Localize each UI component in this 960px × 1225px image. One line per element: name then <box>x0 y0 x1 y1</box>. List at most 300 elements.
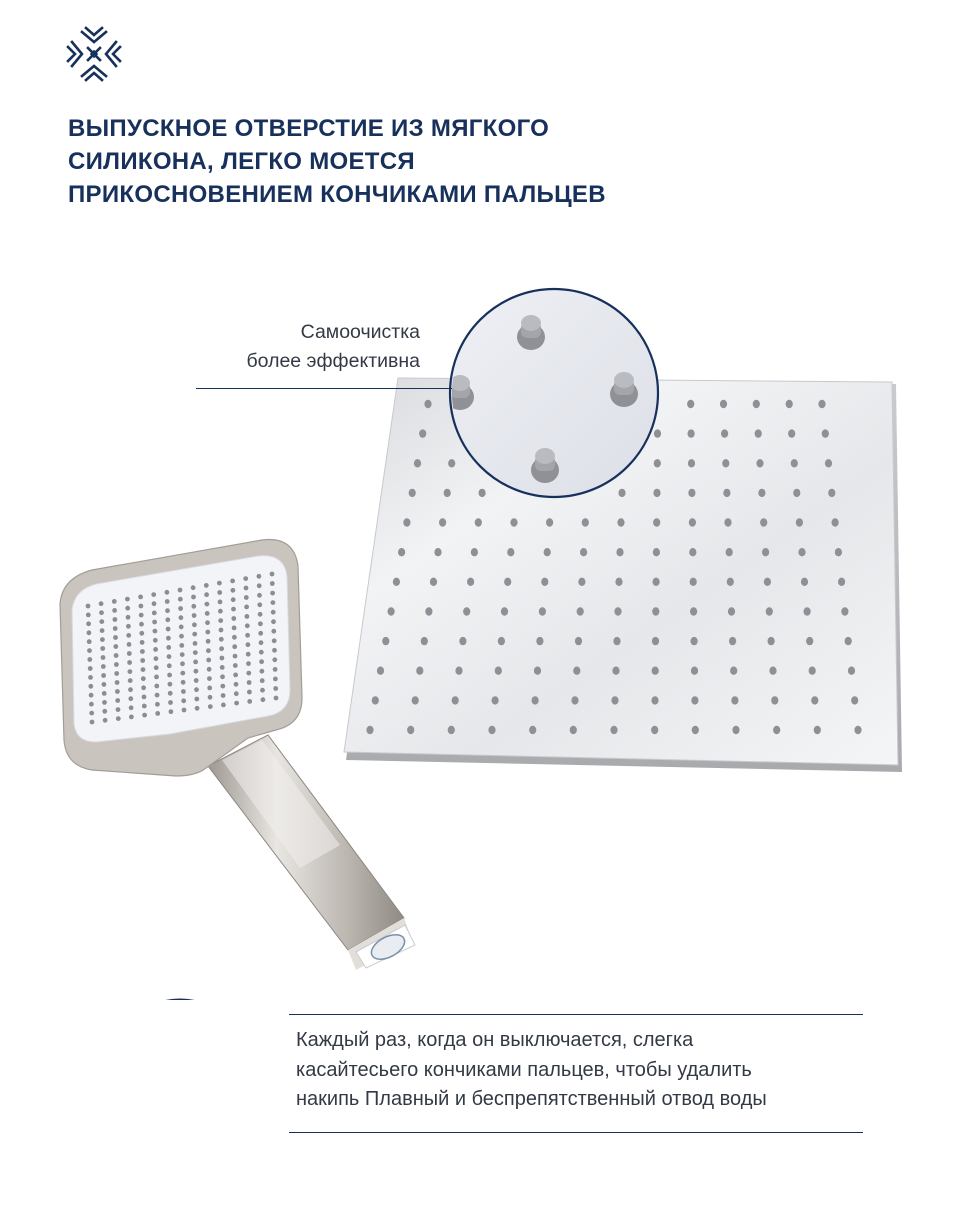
hand-nozzle <box>153 629 158 634</box>
plate-nozzle <box>652 637 659 645</box>
hand-nozzle <box>179 615 184 620</box>
plate-nozzle <box>756 459 763 467</box>
hand-nozzle <box>192 622 197 627</box>
hand-nozzle <box>273 686 278 691</box>
plate-nozzle <box>652 667 659 675</box>
hand-nozzle <box>139 613 144 618</box>
hand-nozzle <box>154 684 159 689</box>
hand-nozzle <box>220 684 225 689</box>
callout-line-1: Самоочистка <box>300 321 420 343</box>
plate-nozzle <box>393 578 400 586</box>
hand-nozzle <box>102 682 107 687</box>
hand-nozzle <box>114 671 119 676</box>
plate-nozzle <box>425 607 432 615</box>
hand-nozzle <box>168 700 173 705</box>
hand-nozzle <box>195 706 200 711</box>
plate-nozzle <box>851 696 858 704</box>
plate-nozzle <box>798 548 805 556</box>
hand-nozzle <box>232 626 237 631</box>
hand-nozzle <box>165 608 170 613</box>
plate-nozzle <box>771 696 778 704</box>
plate-nozzle <box>366 726 373 734</box>
plate-nozzle <box>455 667 462 675</box>
hand-nozzle <box>88 666 93 671</box>
plate-nozzle <box>690 607 697 615</box>
plate-nozzle <box>577 607 584 615</box>
plate-nozzle <box>766 607 773 615</box>
plate-nozzle <box>544 548 551 556</box>
plate-nozzle <box>452 696 459 704</box>
hand-nozzle <box>244 595 249 600</box>
hand-nozzle <box>152 620 157 625</box>
hand-nozzle <box>127 660 132 665</box>
plate-nozzle <box>539 607 546 615</box>
plate-nozzle <box>615 578 622 586</box>
plate-nozzle <box>618 489 625 497</box>
hand-nozzle <box>181 680 186 685</box>
hand-nozzle <box>259 640 264 645</box>
hand-nozzle <box>233 673 238 678</box>
plate-nozzle <box>434 548 441 556</box>
plate-nozzle <box>791 459 798 467</box>
hand-nozzle <box>112 608 117 613</box>
hand-nozzle <box>139 622 144 627</box>
hand-nozzle <box>126 615 131 620</box>
hand-nozzle <box>192 613 197 618</box>
plate-nozzle <box>617 518 624 526</box>
hand-nozzle <box>140 658 145 663</box>
plate-nozzle <box>610 726 617 734</box>
hand-nozzle <box>243 576 248 581</box>
plate-nozzle <box>495 667 502 675</box>
plate-nozzle <box>728 607 735 615</box>
hand-nozzle <box>181 698 186 703</box>
hand-nozzle <box>165 590 170 595</box>
plate-nozzle <box>570 726 577 734</box>
hand-nozzle <box>193 660 198 665</box>
hand-nozzle <box>178 597 183 602</box>
hand-nozzle <box>89 693 94 698</box>
plate-nozzle <box>832 518 839 526</box>
hand-nozzle <box>126 624 131 629</box>
hand-nozzle <box>102 691 107 696</box>
hand-nozzle <box>260 678 265 683</box>
hand-nozzle <box>271 610 276 615</box>
hand-nozzle <box>194 687 199 692</box>
plate-nozzle <box>760 518 767 526</box>
hand-nozzle <box>204 583 209 588</box>
plate-nozzle <box>835 548 842 556</box>
plate-nozzle <box>471 548 478 556</box>
plate-nozzle <box>467 578 474 586</box>
hand-nozzle <box>179 625 184 630</box>
plate-nozzle <box>804 607 811 615</box>
plate-nozzle <box>424 400 431 408</box>
hand-nozzle <box>246 671 251 676</box>
plate-nozzle <box>504 578 511 586</box>
plate-nozzle <box>651 726 658 734</box>
hand-nozzle <box>154 656 159 661</box>
plate-nozzle <box>732 726 739 734</box>
hand-nozzle <box>208 704 213 709</box>
hand-nozzle <box>231 616 236 621</box>
callout-line-2: более эффективна <box>246 350 420 372</box>
hand-nozzle <box>270 591 275 596</box>
hand-nozzle <box>116 716 121 721</box>
hand-nozzle <box>113 635 118 640</box>
hand-nozzle <box>220 656 225 661</box>
plate-nozzle <box>786 400 793 408</box>
plate-nozzle <box>448 459 455 467</box>
plate-nozzle <box>828 489 835 497</box>
plate-nozzle <box>652 607 659 615</box>
plate-nozzle <box>651 696 658 704</box>
hand-nozzle <box>103 718 108 723</box>
hand-nozzle <box>179 643 184 648</box>
hand-nozzle <box>258 612 263 617</box>
plate-nozzle <box>854 726 861 734</box>
plate-nozzle <box>501 607 508 615</box>
plate-nozzle <box>616 548 623 556</box>
hand-nozzle <box>127 642 132 647</box>
plate-nozzle <box>818 400 825 408</box>
hand-nozzle <box>207 667 212 672</box>
hand-nozzle <box>207 676 212 681</box>
plate-nozzle <box>421 637 428 645</box>
hand-nozzle <box>246 661 251 666</box>
hand-nozzle <box>179 634 184 639</box>
hand-nozzle <box>220 665 225 670</box>
hand-nozzle <box>140 649 145 654</box>
plate-nozzle <box>730 667 737 675</box>
top-divider <box>289 1014 863 1015</box>
plate-nozzle <box>769 667 776 675</box>
plate-nozzle <box>492 696 499 704</box>
hand-nozzle <box>180 661 185 666</box>
hand-nozzle <box>101 673 106 678</box>
plate-nozzle <box>430 578 437 586</box>
hand-nozzle <box>219 628 224 633</box>
hand-nozzle <box>167 663 172 668</box>
hand-nozzle <box>234 691 239 696</box>
plate-nozzle <box>814 726 821 734</box>
plate-nozzle <box>723 489 730 497</box>
hand-nozzle <box>152 601 157 606</box>
hand-nozzle <box>247 680 252 685</box>
hand-nozzle <box>141 676 146 681</box>
hand-nozzle <box>232 635 237 640</box>
plate-nozzle <box>768 637 775 645</box>
plate-nozzle <box>753 400 760 408</box>
hand-nozzle <box>141 685 146 690</box>
hand-nozzle <box>99 610 104 615</box>
hand-nozzle <box>182 708 187 713</box>
plate-nozzle <box>414 459 421 467</box>
hand-nozzle <box>153 638 158 643</box>
plate-nozzle <box>507 548 514 556</box>
hand-nozzle <box>155 711 160 716</box>
plate-nozzle <box>653 489 660 497</box>
plate-nozzle <box>398 548 405 556</box>
plate-nozzle <box>731 696 738 704</box>
hand-nozzle <box>180 652 185 657</box>
plate-nozzle <box>534 667 541 675</box>
hand-nozzle <box>100 628 105 633</box>
plate-nozzle <box>439 518 446 526</box>
plate-nozzle <box>654 429 661 437</box>
hand-nozzle <box>155 693 160 698</box>
hand-nozzle <box>217 581 222 586</box>
plate-nozzle <box>809 667 816 675</box>
hand-nozzle <box>113 626 118 631</box>
hand-nozzle <box>154 665 159 670</box>
hand-nozzle <box>258 621 263 626</box>
hand-nozzle <box>87 657 92 662</box>
hand-nozzle <box>142 695 147 700</box>
hand-nozzle <box>112 599 117 604</box>
plate-nozzle <box>479 489 486 497</box>
hand-nozzle <box>191 585 196 590</box>
plate-nozzle <box>726 548 733 556</box>
plate-nozzle <box>691 637 698 645</box>
hand-nozzle <box>247 690 252 695</box>
hand-nozzle <box>206 658 211 663</box>
hand-nozzle <box>218 600 223 605</box>
plate-nozzle <box>611 696 618 704</box>
hand-nozzle <box>178 588 183 593</box>
hand-nozzle <box>165 617 170 622</box>
plate-nozzle <box>388 607 395 615</box>
hand-nozzle <box>100 637 105 642</box>
plate-nozzle <box>729 637 736 645</box>
hand-nozzle <box>272 648 277 653</box>
hand-nozzle <box>270 572 275 577</box>
plate-nozzle <box>578 578 585 586</box>
hand-nozzle <box>129 705 134 710</box>
hand-nozzle <box>205 630 210 635</box>
hand-nozzle <box>86 613 91 618</box>
hand-nozzle <box>115 698 120 703</box>
plate-nozzle <box>612 667 619 675</box>
plate-nozzle <box>721 429 728 437</box>
plate-nozzle <box>689 518 696 526</box>
hand-nozzle <box>127 669 132 674</box>
hand-nozzle <box>113 617 118 622</box>
plate-nozzle <box>806 637 813 645</box>
hand-nozzle <box>261 697 266 702</box>
plate-nozzle <box>688 489 695 497</box>
hand-nozzle <box>231 597 236 602</box>
hand-nozzle <box>206 648 211 653</box>
hand-nozzle <box>233 663 238 668</box>
plate-nozzle <box>582 518 589 526</box>
bottom-divider <box>289 1132 863 1133</box>
hand-nozzle <box>191 595 196 600</box>
plate-nozzle <box>613 637 620 645</box>
hand-nozzle <box>114 662 119 667</box>
plate-nozzle <box>536 637 543 645</box>
plate-nozzle <box>822 429 829 437</box>
hand-nozzle <box>102 709 107 714</box>
plate-nozzle <box>416 667 423 675</box>
hand-nozzle <box>102 700 107 705</box>
hand-nozzle <box>139 604 144 609</box>
hand-nozzle <box>274 696 279 701</box>
plate-nozzle <box>372 696 379 704</box>
hand-nozzle <box>194 697 199 702</box>
hand-nozzle <box>246 652 251 657</box>
hand-nozzle <box>126 633 131 638</box>
plate-nozzle <box>724 518 731 526</box>
plate-nozzle <box>529 726 536 734</box>
plate-nozzle <box>755 429 762 437</box>
description-line-3: накипь Плавный и беспрепятственный отвод воды <box>296 1088 767 1110</box>
plate-nozzle <box>653 578 660 586</box>
plate-nozzle <box>653 518 660 526</box>
hand-nozzle <box>181 689 186 694</box>
plate-nozzle <box>573 667 580 675</box>
plate-nozzle <box>463 607 470 615</box>
plate-nozzle <box>692 726 699 734</box>
plate-nozzle <box>722 459 729 467</box>
hand-nozzle <box>257 583 262 588</box>
plate-nozzle <box>498 637 505 645</box>
hand-nozzle <box>191 604 196 609</box>
hand-nozzle <box>168 691 173 696</box>
plate-nozzle <box>758 489 765 497</box>
plate-nozzle <box>510 518 517 526</box>
plate-nozzle <box>688 459 695 467</box>
hand-nozzle <box>257 602 262 607</box>
plate-nozzle <box>796 518 803 526</box>
hand-nozzle <box>89 711 94 716</box>
plate-nozzle <box>788 429 795 437</box>
plate-nozzle <box>687 400 694 408</box>
description-line-1: Каждый раз, когда он выключается, слегка <box>296 1029 694 1051</box>
hand-nozzle <box>245 614 250 619</box>
hand-nozzle <box>90 720 95 725</box>
plate-nozzle <box>580 548 587 556</box>
hand-nozzle <box>271 619 276 624</box>
hand-nozzle <box>232 644 237 649</box>
hand-nozzle <box>231 588 236 593</box>
hand-nozzle <box>244 605 249 610</box>
hand-nozzle <box>125 606 130 611</box>
cleaning-description <box>296 1026 866 1115</box>
hand-nozzle <box>271 600 276 605</box>
hand-nozzle <box>125 597 130 602</box>
hand-nozzle <box>259 659 264 664</box>
hand-nozzle <box>116 707 121 712</box>
hand-nozzle <box>101 655 106 660</box>
hand-nozzle <box>155 702 160 707</box>
plate-nozzle <box>532 696 539 704</box>
plate-nozzle <box>614 607 621 615</box>
hand-nozzle <box>218 609 223 614</box>
hand-nozzle <box>139 631 144 636</box>
plate-nozzle <box>691 667 698 675</box>
hand-nozzle <box>272 657 277 662</box>
hand-nozzle <box>204 592 209 597</box>
hand-nozzle <box>217 590 222 595</box>
hand-nozzle <box>220 674 225 679</box>
hand-nozzle <box>101 664 106 669</box>
plate-nozzle <box>409 489 416 497</box>
plate-nozzle <box>727 578 734 586</box>
hand-nozzle <box>87 630 92 635</box>
plate-nozzle <box>488 726 495 734</box>
hand-nozzle <box>153 647 158 652</box>
plate-nozzle <box>654 459 661 467</box>
hand-nozzle <box>168 682 173 687</box>
hand-nozzle <box>219 646 224 651</box>
hand-nozzle <box>151 592 156 597</box>
plate-nozzle <box>762 548 769 556</box>
callout-leader-line <box>196 388 452 389</box>
plate-nozzle <box>412 696 419 704</box>
hand-nozzle <box>128 696 133 701</box>
hand-nozzle <box>141 667 146 672</box>
hand-nozzle <box>178 606 183 611</box>
hand-nozzle <box>258 631 263 636</box>
hand-nozzle <box>167 654 172 659</box>
hand-nozzle <box>154 675 159 680</box>
hand-nozzle <box>219 637 224 642</box>
hand-nozzle <box>113 644 118 649</box>
hand-nozzle <box>99 619 104 624</box>
plate-nozzle <box>475 518 482 526</box>
hand-nozzle <box>234 682 239 687</box>
hand-nozzle <box>221 703 226 708</box>
hand-nozzle <box>194 669 199 674</box>
hand-nozzle <box>234 701 239 706</box>
hand-nozzle <box>257 574 262 579</box>
hand-nozzle <box>169 709 174 714</box>
hand-nozzle <box>233 654 238 659</box>
hand-nozzle <box>247 699 252 704</box>
hand-nozzle <box>271 629 276 634</box>
title-line-2: СИЛИКОНА, ЛЕГКО МОЕТСЯ <box>68 148 415 175</box>
plate-nozzle <box>845 637 852 645</box>
callout-label <box>180 318 420 376</box>
hand-nozzle <box>167 673 172 678</box>
hand-nozzle <box>152 611 157 616</box>
hand-nozzle <box>128 678 133 683</box>
hand-nozzle <box>166 636 171 641</box>
hand-nozzle <box>205 611 210 616</box>
plate-nozzle <box>841 607 848 615</box>
hand-nozzle <box>194 678 199 683</box>
hand-nozzle <box>115 680 120 685</box>
hand-nozzle <box>273 667 278 672</box>
hand-nozzle <box>272 638 277 643</box>
hand-nozzle <box>180 671 185 676</box>
hand-nozzle <box>86 621 91 626</box>
plate-nozzle <box>444 489 451 497</box>
hand-nozzle <box>89 702 94 707</box>
hand-nozzle <box>128 687 133 692</box>
hand-nozzle <box>273 677 278 682</box>
hand-nozzle <box>100 646 105 651</box>
hand-nozzle <box>245 623 250 628</box>
hand-nozzle <box>246 642 251 647</box>
hand-nozzle <box>129 715 134 720</box>
hand-nozzle <box>207 686 212 691</box>
hand-nozzle <box>231 607 236 612</box>
plate-nozzle <box>377 667 384 675</box>
hand-nozzle <box>230 579 235 584</box>
plate-nozzle <box>546 518 553 526</box>
